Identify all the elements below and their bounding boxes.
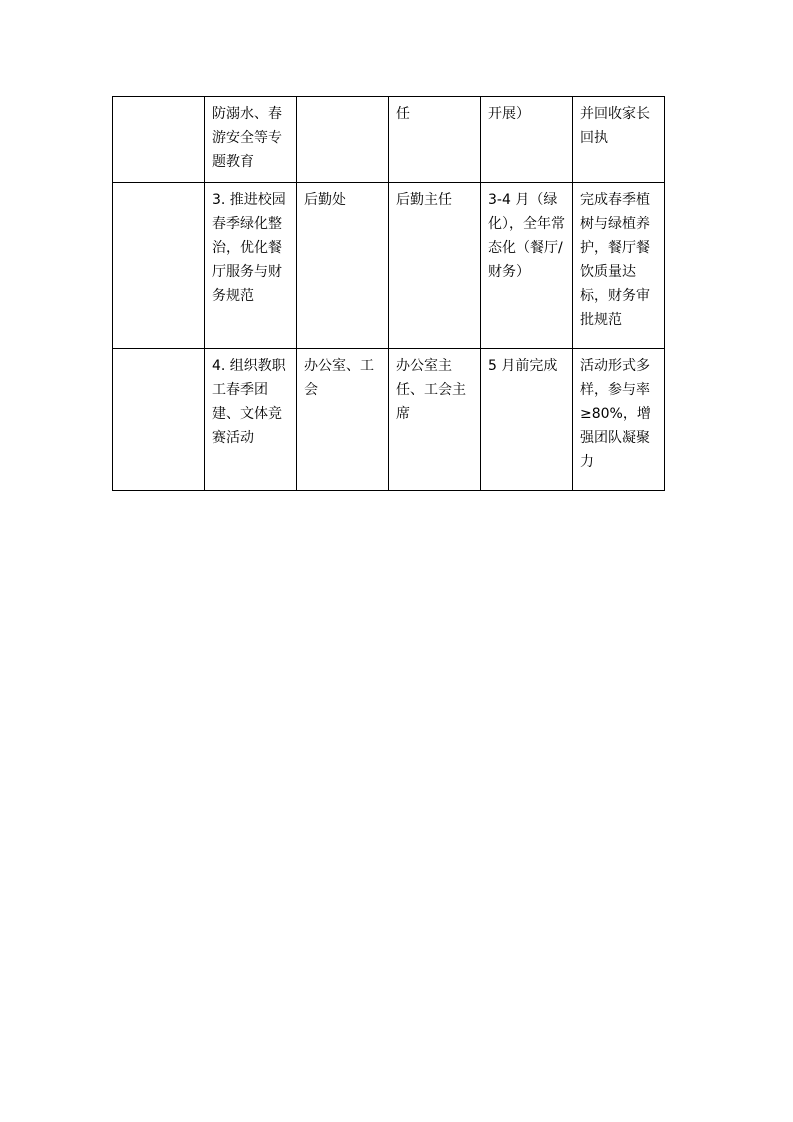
table-cell-timeline: 5 月前完成 — [481, 349, 573, 491]
table-cell-category — [113, 97, 205, 183]
table-cell-department: 办公室、工会 — [297, 349, 389, 491]
table-cell-category — [113, 183, 205, 349]
table-cell-department: 后勤处 — [297, 183, 389, 349]
table-cell-timeline: 开展） — [481, 97, 573, 183]
table-cell-category — [113, 349, 205, 491]
table-row — [113, 183, 665, 349]
table-cell-target: 活动形式多样，参与率≥80%，增强团队凝聚力 — [573, 349, 665, 491]
table-cell-task: 防溺水、春游安全等专题教育 — [205, 97, 297, 183]
table-cell-target: 并回收家长回执 — [573, 97, 665, 183]
table-cell-timeline: 3-4 月（绿化），全年常态化（餐厅/财务） — [481, 183, 573, 349]
table-row — [113, 349, 665, 491]
table-cell-responsible: 任 — [389, 97, 481, 183]
work-plan-table — [112, 96, 665, 491]
table-cell-task: 3. 推进校园春季绿化整治，优化餐厅服务与财务规范 — [205, 183, 297, 349]
table-cell-department — [297, 97, 389, 183]
table-cell-responsible: 后勤主任 — [389, 183, 481, 349]
table-cell-task: 4. 组织教职工春季团建、文体竞赛活动 — [205, 349, 297, 491]
table-cell-responsible: 办公室主任、工会主席 — [389, 349, 481, 491]
table-row — [113, 97, 665, 183]
table-cell-target: 完成春季植树与绿植养护，餐厅餐饮质量达标，财务审批规范 — [573, 183, 665, 349]
